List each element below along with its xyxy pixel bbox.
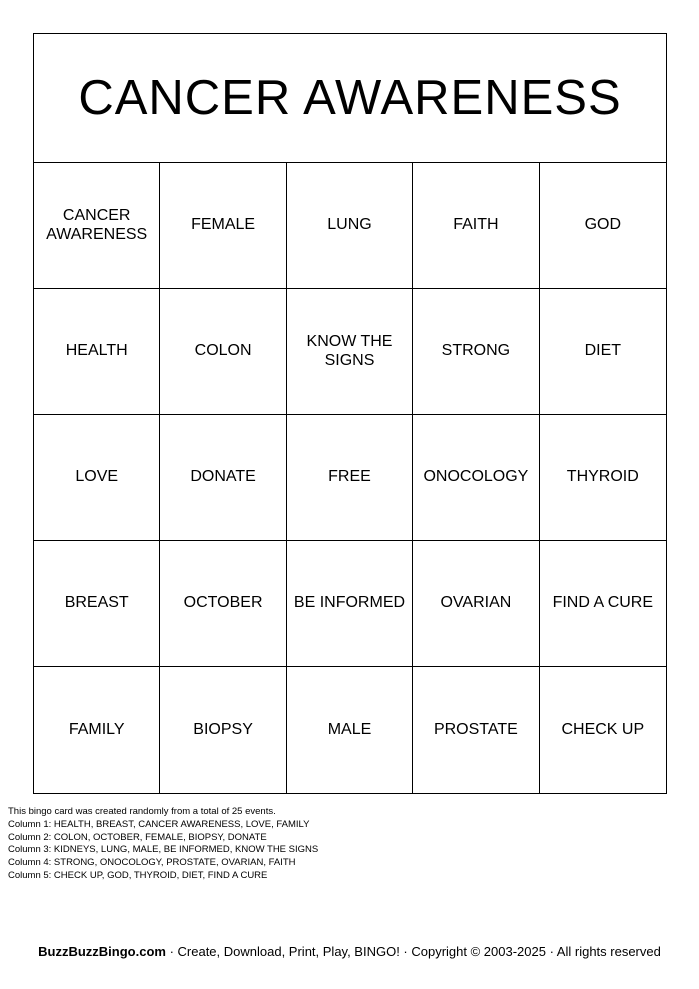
bingo-cell[interactable]: KNOW THE SIGNS — [287, 289, 413, 415]
bingo-cell[interactable]: COLON — [160, 289, 286, 415]
bingo-card — [33, 33, 667, 794]
bingo-cell[interactable]: DONATE — [160, 415, 286, 541]
bingo-cell[interactable]: BE INFORMED — [287, 541, 413, 667]
bingo-cell[interactable]: LUNG — [287, 163, 413, 289]
bingo-cell[interactable]: CHECK UP — [561, 720, 645, 738]
bingo-cell[interactable]: CANCER AWARENESS — [34, 163, 160, 289]
bingo-cell[interactable]: THYROID — [540, 415, 666, 541]
bingo-cell[interactable]: GOD — [540, 163, 666, 289]
notes-intro: This bingo card was created randomly from a total of 25 events. — [8, 806, 276, 817]
card-notes — [8, 806, 688, 883]
card-title: CANCER AWARENESS — [34, 34, 666, 163]
notes-column-2: Column 2: COLON, OCTOBER, FEMALE, BIOPSY, DONATE — [8, 831, 267, 843]
notes-column-3: Column 3: KIDNEYS, LUNG, MALE, BE INFORMED, KNOW THE SIGNS — [8, 844, 319, 856]
bingo-cell[interactable]: DIET — [540, 289, 666, 415]
bingo-cell[interactable]: BIOPSY — [160, 667, 286, 793]
footer-tagline: · Create, Download, Print, Play, BINGO! · Copyright © 2003-2025 · All rights reserved — [165, 944, 661, 959]
bingo-cell[interactable]: PROSTATE — [413, 667, 539, 793]
bingo-cell[interactable]: FEMALE — [160, 163, 286, 289]
bingo-grid — [34, 163, 666, 793]
bingo-cell[interactable]: LOVE — [34, 415, 160, 541]
bingo-cell[interactable]: FAMILY — [34, 667, 160, 793]
notes-column-1: Column 1: HEALTH, BREAST, CANCER AWARENESS, LOVE, FAMILY — [8, 818, 310, 830]
notes-column-5: Column 5: CHECK UP, GOD, THYROID, DIET, FIND A CURE — [8, 870, 268, 882]
bingo-cell[interactable]: FAITH — [413, 163, 539, 289]
notes-column-4: Column 4: STRONG, ONOCOLOGY, PROSTATE, OVARIAN, FAITH — [8, 857, 296, 869]
bingo-cell[interactable]: HEALTH — [34, 289, 160, 415]
bingo-cell[interactable]: STRONG — [413, 289, 539, 415]
bingo-cell[interactable]: MALE — [287, 667, 413, 793]
bingo-cell[interactable]: OCTOBER — [160, 541, 286, 667]
footer-brand[interactable]: BuzzBuzzBingo.com — [38, 944, 166, 959]
bingo-cell[interactable]: OVARIAN — [413, 541, 539, 667]
bingo-cell[interactable]: ONOCOLOGY — [413, 415, 539, 541]
page-footer — [0, 944, 699, 959]
bingo-cell[interactable]: FREE — [287, 415, 413, 541]
bingo-cell[interactable]: BREAST — [34, 541, 160, 667]
bingo-cell[interactable]: FIND A CURE — [540, 541, 666, 667]
